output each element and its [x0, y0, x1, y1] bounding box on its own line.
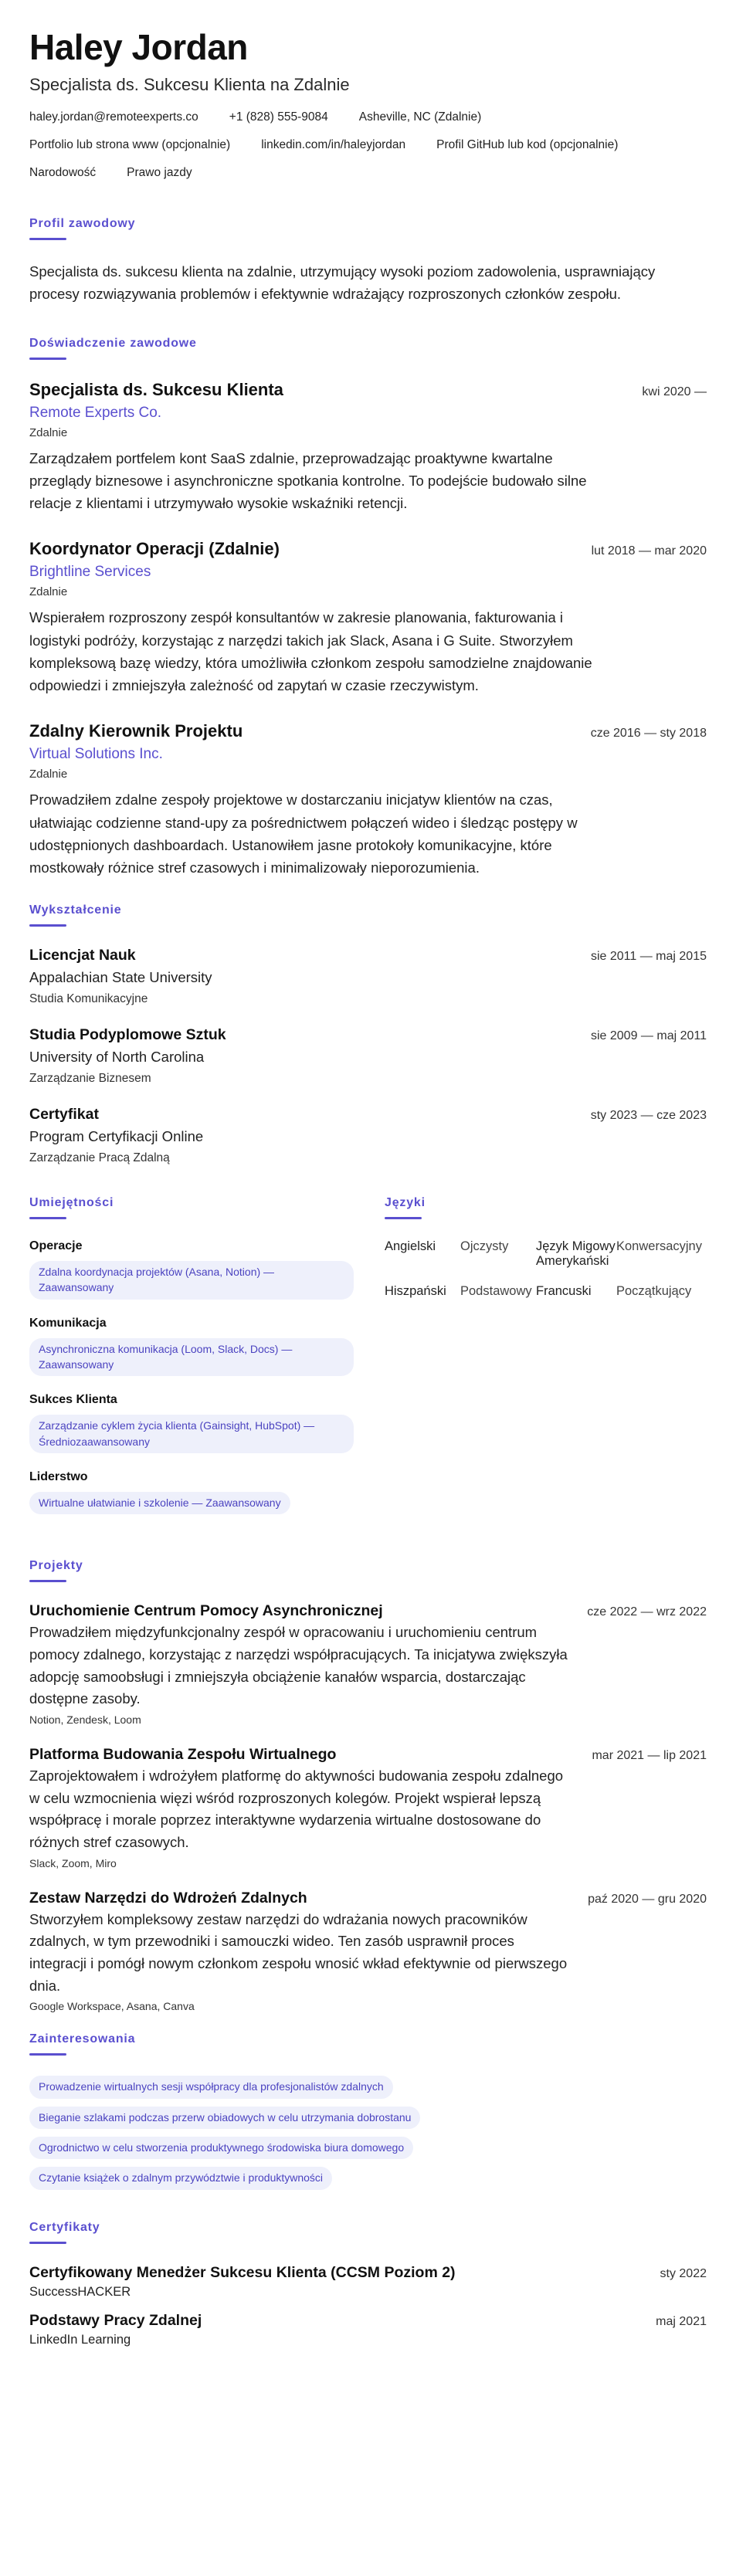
degree: Certyfikat: [29, 1106, 99, 1124]
section-divider: [29, 358, 66, 360]
skill-category: Liderstwo: [29, 1469, 88, 1483]
language-level: Konwersacyjny: [616, 1239, 702, 1254]
project-dates: mar 2021 — lip 2021: [592, 1748, 707, 1762]
project-description: Prowadziłem międzyfunkcjonalny zespół w opracowaniu i uruchomieniu centrum pomocy zdalnego, korzystając z narzędzi współpracujących. Ta inicjatywa zwiększyła adopcję samoobsługi i zmniejszyła obciążenie kanałów wsparcia, dostarczając dostępne zasoby.: [29, 1624, 568, 1707]
language-level: Podstawowy: [460, 1284, 532, 1299]
skills-heading: Umiejętności: [29, 1196, 114, 1210]
website-link[interactable]: Portfolio lub strona www (opcjonalnie): [29, 137, 231, 151]
language-level: Początkujący: [616, 1284, 692, 1299]
section-divider: [29, 2242, 66, 2244]
profile-summary: Specjalista ds. sukcesu klienta na zdalnie, utrzymujący wysoki poziom zadowolenia, usprawniający procesy rozwiązywania problemów i efektywnie wdrażający rozproszonych członków zespołu.: [29, 263, 656, 303]
project-entry: [29, 1890, 707, 2013]
skill-chip: Zdalna koordynacja projektów (Asana, Notion) — Zaawansowany: [29, 1261, 354, 1300]
skill-category: Sukces Klienta: [29, 1393, 117, 1407]
section-divider: [29, 238, 66, 240]
project-description: Zaprojektowałem i wdrożyłem platformę do aktywności budowania zespołu zdalnego w celu wzmocnienia więzi wśród rozproszonych kolegów. Projekt wspierał lepszą współpracę i morale poprzez interaktywne wydarzenia wirtualne dostosowane do różnych stref czasowych.: [29, 1767, 564, 1850]
certification-entry: [29, 2312, 707, 2347]
project-tech: Google Workspace, Asana, Canva: [29, 2000, 195, 2013]
language-name: Hiszpański: [385, 1284, 446, 1299]
skills-section: [29, 1196, 385, 1531]
project-tech: Slack, Zoom, Miro: [29, 1856, 117, 1869]
section-divider: [29, 1217, 66, 1219]
skill-group: [29, 1470, 385, 1514]
skill-group: [29, 1317, 385, 1377]
interests-section: [29, 2032, 707, 2189]
project-dates: cze 2022 — wrz 2022: [587, 1605, 707, 1619]
languages-grid: [385, 1239, 707, 1299]
certification-name: Certyfikowany Menedżer Sukcesu Klienta (CCSM Poziom 2): [29, 2263, 456, 2281]
profile-heading: Profil zawodowy: [29, 216, 136, 230]
project-entry: [29, 1746, 707, 1869]
skill-group: [29, 1239, 385, 1300]
email-link[interactable]: haley.jordan@remoteexperts.co: [29, 110, 198, 124]
job-company: Virtual Solutions Inc.: [29, 746, 163, 763]
job-dates: cze 2016 — sty 2018: [590, 727, 707, 741]
education-dates: sie 2009 — maj 2011: [590, 1029, 707, 1043]
language-name: Język Migowy Amerykański: [536, 1239, 616, 1269]
education-dates: sty 2023 — cze 2023: [590, 1109, 707, 1123]
interest-chip: Bieganie szlakami podczas przerw obiadowych w celu utrzymania dobrostanu: [29, 2107, 420, 2129]
job-entry: [29, 539, 707, 697]
languages-heading: Języki: [385, 1196, 426, 1210]
projects-heading: Projekty: [29, 1559, 83, 1573]
project-name: Zestaw Narzędzi do Wdrożeń Zdalnych: [29, 1889, 307, 1907]
job-title: Zdalny Kierownik Projektu: [29, 721, 243, 741]
skills-languages-row: [29, 1196, 707, 1531]
certification-entry: [29, 2264, 707, 2300]
job-entry: [29, 721, 707, 879]
candidate-title: Specjalista ds. Sukcesu Klienta na Zdalnie: [29, 74, 350, 94]
field-of-study: Zarządzanie Pracą Zdalną: [29, 1151, 170, 1165]
skill-category: Operacje: [29, 1239, 83, 1253]
interests-heading: Zainteresowania: [29, 2032, 136, 2046]
certification-issuer: SuccessHACKER: [29, 2284, 131, 2299]
links-row: [29, 138, 707, 161]
skill-category: Komunikacja: [29, 1316, 107, 1330]
job-entry: [29, 380, 707, 515]
section-divider: [29, 924, 66, 927]
job-description: Prowadziłem zdalne zespoły projektowe w dostarczaniu inicjatyw klientów na czas, ułatwiając codzienne stand-upy za pośrednictwem połączeń wideo i śledząc postępy w udostępnionych dashboardach. Ustanowiłem jasne protokoły komunikacyjne, które mostkowały różnice stref czasowych i minimalizowały nieporozumienia.: [29, 791, 578, 876]
phone-text: +1 (828) 555-9084: [229, 110, 328, 124]
language-name: Angielski: [385, 1239, 436, 1254]
interest-chip: Prowadzenie wirtualnych sesji współpracy dla profesjonalistów zdalnych: [29, 2076, 393, 2098]
profile-section: [29, 217, 707, 306]
nationality-text: Narodowość: [29, 165, 97, 179]
job-title: Specjalista ds. Sukcesu Klienta: [29, 379, 283, 399]
field-of-study: Zarządzanie Biznesem: [29, 1072, 151, 1086]
certifications-heading: Certyfikaty: [29, 2220, 100, 2234]
personal-row: [29, 166, 707, 189]
github-link[interactable]: Profil GitHub lub kod (opcjonalnie): [436, 137, 619, 151]
job-location: Zdalnie: [29, 585, 68, 599]
job-location: Zdalnie: [29, 768, 68, 781]
linkedin-link[interactable]: linkedin.com/in/haleyjordan: [261, 137, 406, 151]
interest-chip: Ogrodnictwo w celu stworzenia produktywnego środowiska biura domowego: [29, 2137, 413, 2159]
skill-chip: Wirtualne ułatwianie i szkolenie — Zaawansowany: [29, 1492, 290, 1514]
certification-name: Podstawy Pracy Zdalnej: [29, 2311, 202, 2329]
project-tech: Notion, Zendesk, Loom: [29, 1713, 141, 1726]
project-name: Uruchomienie Centrum Pomocy Asynchronicznej: [29, 1602, 383, 1620]
job-title: Koordynator Operacji (Zdalnie): [29, 539, 280, 559]
language-name: Francuski: [536, 1284, 592, 1299]
interest-chip: Czytanie książek o zdalnym przywództwie i produktywności: [29, 2167, 332, 2189]
education-heading: Wykształcenie: [29, 903, 122, 917]
education-entry: [29, 947, 707, 1006]
section-divider: [29, 1580, 66, 1582]
project-name: Platforma Budowania Zespołu Wirtualnego: [29, 1745, 337, 1763]
school: Appalachian State University: [29, 969, 212, 986]
skill-chip: Asynchroniczna komunikacja (Loom, Slack, Docs) — Zaawansowany: [29, 1338, 354, 1377]
education-entry: [29, 1026, 707, 1086]
resume-header: [29, 28, 707, 189]
section-divider: [29, 2053, 66, 2056]
license-text: Prawo jazdy: [127, 165, 192, 179]
education-section: [29, 903, 707, 1165]
degree: Licencjat Nauk: [29, 947, 136, 964]
project-entry: [29, 1602, 707, 1726]
job-location: Zdalnie: [29, 425, 68, 439]
job-description: Zarządzałem portfelem kont SaaS zdalnie, przeprowadzając proaktywne kwartalne przeglądy biznesowe i asynchroniczne spotkania kontrolne. To podejście budowało silne relacje z klientami i utrzymywało wysokie wskaźniki retencji.: [29, 449, 587, 512]
languages-section: [385, 1196, 707, 1531]
job-company: Brightline Services: [29, 564, 151, 581]
field-of-study: Studia Komunikacyjne: [29, 992, 148, 1006]
language-level: Ojczysty: [460, 1239, 509, 1254]
education-dates: sie 2011 — maj 2015: [590, 950, 707, 964]
section-divider: [385, 1217, 422, 1219]
projects-section: [29, 1559, 707, 2012]
school: Program Certyfikacji Online: [29, 1128, 204, 1145]
skill-chip: Zarządzanie cyklem życia klienta (Gainsight, HubSpot) — Średniozaawansowany: [29, 1415, 354, 1453]
job-dates: lut 2018 — mar 2020: [591, 544, 707, 558]
education-entry: [29, 1106, 707, 1165]
certification-date: sty 2022: [660, 2266, 707, 2280]
job-company: Remote Experts Co.: [29, 404, 162, 421]
project-description: Stworzyłem kompleksowy zestaw narzędzi do wdrażania nowych pracowników zdalnych, w tym przewodniki i samouczki wideo. Ten zasób usprawnił proces integracji i pomógł nowym członkom zespołu wnosić wkład efektywnie od pierwszego dnia.: [29, 1910, 568, 1994]
certification-date: maj 2021: [656, 2314, 707, 2328]
job-dates: kwi 2020 —: [642, 385, 707, 398]
degree: Studia Podyplomowe Sztuk: [29, 1026, 226, 1044]
experience-section: [29, 337, 707, 879]
candidate-name: Haley Jordan: [29, 27, 248, 67]
job-description: Wspierałem rozproszony zespół konsultantów w zakresie planowania, fakturowania i logistyki podróży, korzystając z narzędzi takich jak Slack, Asana i G Suite. Stworzyłem kompleksową bazę wiedzy, która umożliwiła członkom zespołu samodzielne znajdowanie odpowiedzi i zmniejszyła zależność od zapytań w czasie rzeczywistym.: [29, 609, 592, 694]
certifications-section: [29, 2221, 707, 2347]
project-dates: paź 2020 — gru 2020: [588, 1892, 707, 1906]
certification-issuer: LinkedIn Learning: [29, 2332, 131, 2347]
location-text: Asheville, NC (Zdalnie): [358, 110, 482, 124]
school: University of North Carolina: [29, 1049, 205, 1066]
skill-group: [29, 1393, 385, 1453]
experience-heading: Doświadczenie zawodowe: [29, 336, 197, 350]
contact-row: [29, 110, 707, 134]
